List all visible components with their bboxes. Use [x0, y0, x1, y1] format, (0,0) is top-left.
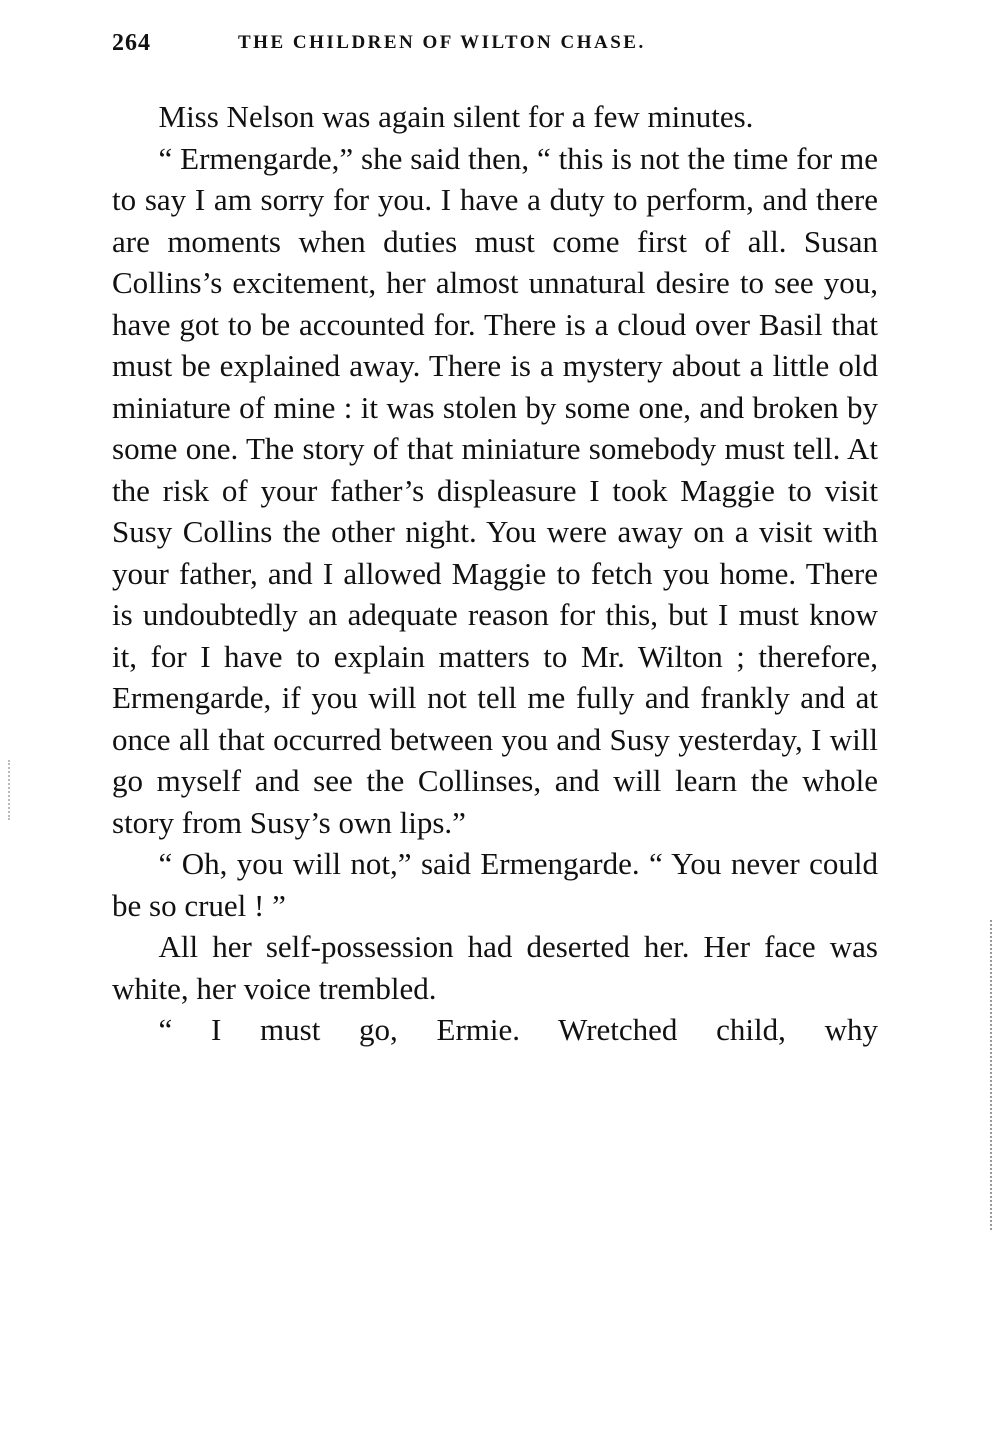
running-title: THE CHILDREN OF WILTON CHASE. — [238, 32, 646, 53]
scan-artifact-right — [990, 920, 994, 1230]
paragraph-4: All her self-possession had deserted her. Her face was white, her voice trembled. — [112, 929, 878, 1006]
page-number: 264 — [112, 30, 151, 56]
scan-artifact-left — [8, 760, 12, 820]
paragraph-5: “ I must go, Ermie. Wretched child, why — [158, 1012, 878, 1047]
paragraph-2: “ Ermengarde,” she said then, “ this is not the time for me to say I am sorry for you. I have a duty to perform, and there are moments when duties must come first of all. Susan Collins’s excitement, her almost unnatural desire to see you, have got to be accounted for. There is a cloud over Basil that must be explained away. There is a mystery about a little old miniature of mine : it was stolen by some one, and broken by some one. The story of that miniature somebody must tell. At the risk of your father’s displeasure I took Maggie to visit Susy Collins the other night. You were away on a visit with your father, and I allowed Maggie to fetch you home. There is undoubtedly an adequate reason for this, but I must know it, for I have to explain matters to Mr. Wilton ; therefore, Ermengarde, if you will not tell me fully and frankly and at once all that occurred between you and Susy yesterday, I will go myself and see the Collinses, and will learn the whole story from Susy’s own lips.” — [112, 140, 878, 840]
body-text — [112, 96, 878, 1051]
running-head — [112, 30, 872, 66]
paragraph-3: “ Oh, you will not,” said Ermengarde. “ You never could be so cruel ! ” — [112, 846, 878, 923]
paragraph-1: Miss Nelson was again silent for a few minutes. — [158, 99, 754, 134]
